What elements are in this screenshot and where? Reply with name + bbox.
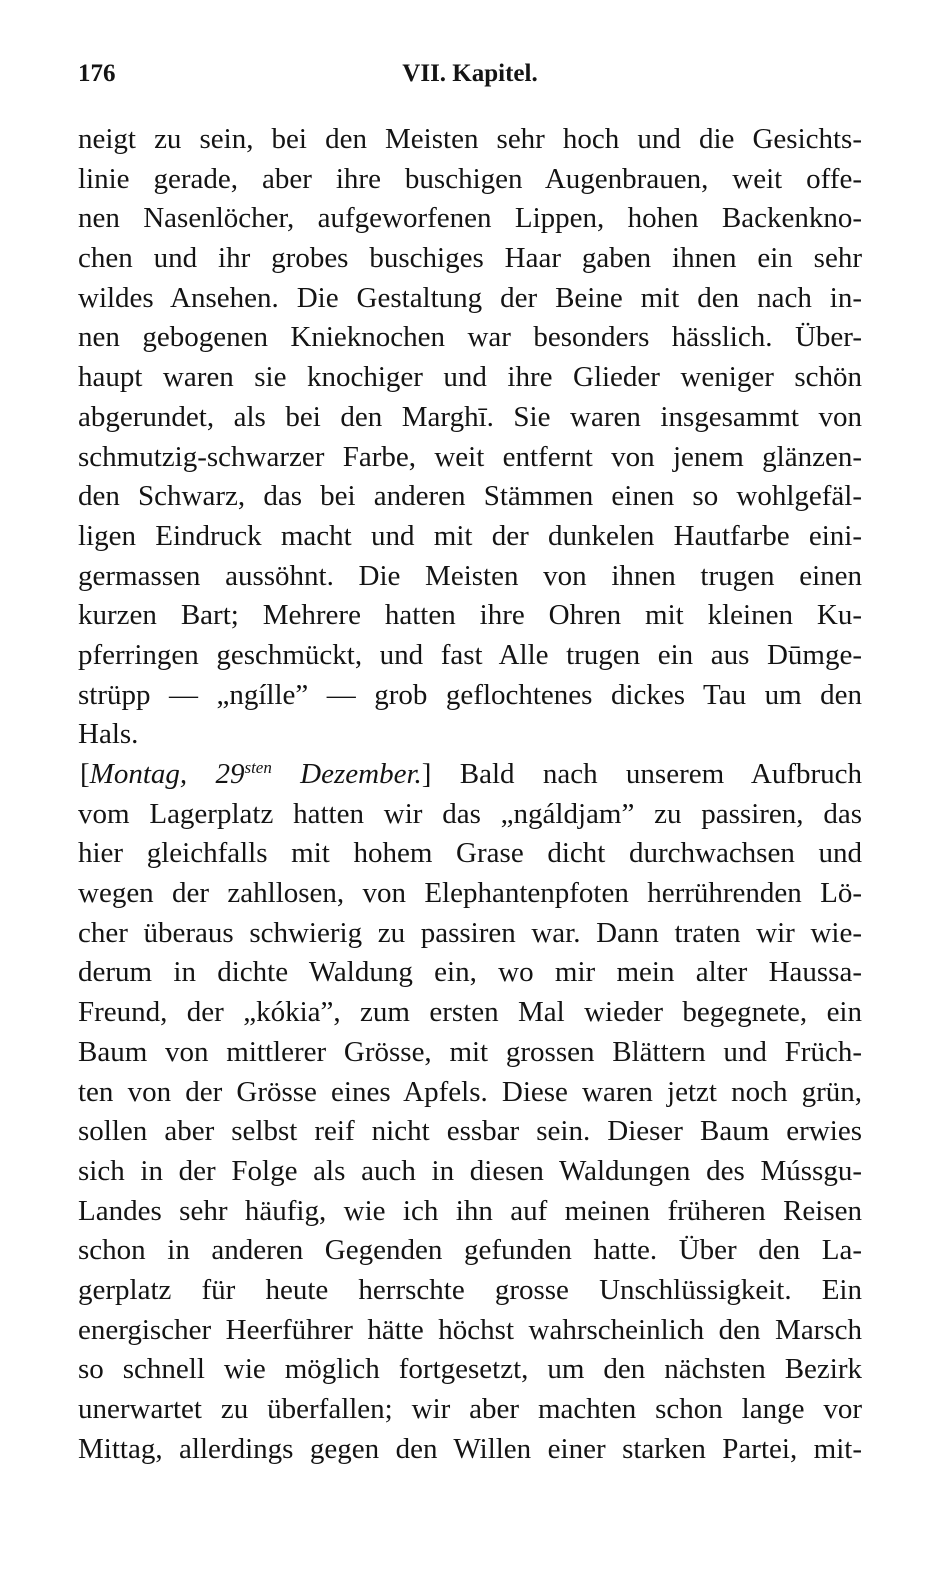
text-line: chen und ihr grobes buschiges Haar gaben ihnen ein sehr <box>78 242 862 275</box>
text-line: Landes sehr häufig, wie ich ihn auf meinen früheren Reisen <box>78 1194 862 1227</box>
text-line: Mittag, allerdings gegen den Willen einer starken Partei, mit- <box>78 1432 862 1465</box>
text-line: nen Nasenlöcher, aufgeworfenen Lippen, hohen Backenkno- <box>78 202 862 235</box>
text-line: schmutzig-schwarzer Farbe, weit entfernt von jenem glänzen- <box>78 440 862 473</box>
running-head: VII. Kapitel. <box>402 60 538 87</box>
page-number: 176 <box>78 60 116 87</box>
text-line: kurzen Bart; Mehrere hatten ihre Ohren mit kleinen Ku- <box>78 599 862 632</box>
text-line: cher überaus schwierig zu passiren war. Dann traten wir wie- <box>78 916 862 949</box>
text-line: gerplatz für heute herrschte grosse Unschlüssigkeit. Ein <box>78 1273 862 1306</box>
text-line: wegen der zahllosen, von Elephantenpfoten herrührenden Lö- <box>78 877 862 910</box>
text-line: derum in dichte Waldung ein, wo mir mein alter Haussa- <box>78 956 862 989</box>
text-line: ligen Eindruck macht und mit der dunkelen Hautfarbe eini- <box>78 519 862 552</box>
text-line: abgerundet, als bei den Marghī. Sie waren insgesammt von <box>78 400 862 433</box>
text-line: vom Lagerplatz hatten wir das „ngáldjam” zu passiren, das <box>78 797 862 830</box>
text-line: neigt zu sein, bei den Meisten sehr hoch und die Gesichts- <box>78 123 862 155</box>
page-header <box>78 60 862 100</box>
date-superscript: sten <box>244 758 272 777</box>
text-line: Hals. <box>78 718 139 751</box>
text-line: hier gleichfalls mit hohem Grase dicht durchwachsen und <box>78 837 862 870</box>
first-line-rest: Bald nach unserem Aufbruch <box>431 758 862 790</box>
paragraph-2 <box>78 755 862 1469</box>
text-line: unerwartet zu überfallen; wir aber machten schon lange vor <box>78 1393 862 1425</box>
date-day: Montag, 29 <box>89 758 245 790</box>
text-line: nen gebogenen Knieknochen war besonders hässlich. Über- <box>78 321 862 354</box>
paragraph-1 <box>78 120 862 755</box>
body-text <box>78 120 862 1469</box>
date-bracket-open: [ <box>80 758 90 790</box>
text-line: ten von der Grösse eines Apfels. Diese waren jetzt noch grün, <box>78 1075 862 1108</box>
text-line: linie gerade, aber ihre buschigen Augenbrauen, weit offe- <box>78 162 862 195</box>
text-line: pferringen geschmückt, und fast Alle trugen ein aus Dūmge- <box>78 638 862 671</box>
text-line: energischer Heerführer hätte höchst wahrscheinlich den Marsch <box>78 1313 862 1346</box>
text-line: Freund, der „kókia”, zum ersten Mal wieder begegnete, ein <box>78 996 862 1029</box>
text-line: Baum von mittlerer Grösse, mit grossen Blättern und Früch- <box>78 1035 862 1068</box>
date-month: Dezember. <box>271 758 422 790</box>
text-line: so schnell wie möglich fortgesetzt, um den nächsten Bezirk <box>78 1353 862 1386</box>
text-line: strüpp — „ngílle” — grob geflochtenes dickes Tau um den <box>78 678 862 711</box>
text-line: wildes Ansehen. Die Gestaltung der Beine mit den nach in- <box>78 281 862 314</box>
text-line-date <box>78 755 862 795</box>
text-line: den Schwarz, das bei anderen Stämmen einen so wohlgefäl- <box>78 480 862 513</box>
text-line: schon in anderen Gegenden gefunden hatte. Über den La- <box>78 1234 862 1267</box>
date-bracket-close: ] <box>421 758 432 790</box>
text-line: sollen aber selbst reif nicht essbar sein. Dieser Baum erwies <box>78 1115 862 1148</box>
text-line: germassen aussöhnt. Die Meisten von ihnen trugen einen <box>78 559 862 592</box>
text-line: sich in der Folge als auch in diesen Waldungen des Mússgu- <box>78 1154 862 1187</box>
text-line: haupt waren sie knochiger und ihre Glieder weniger schön <box>78 361 862 394</box>
